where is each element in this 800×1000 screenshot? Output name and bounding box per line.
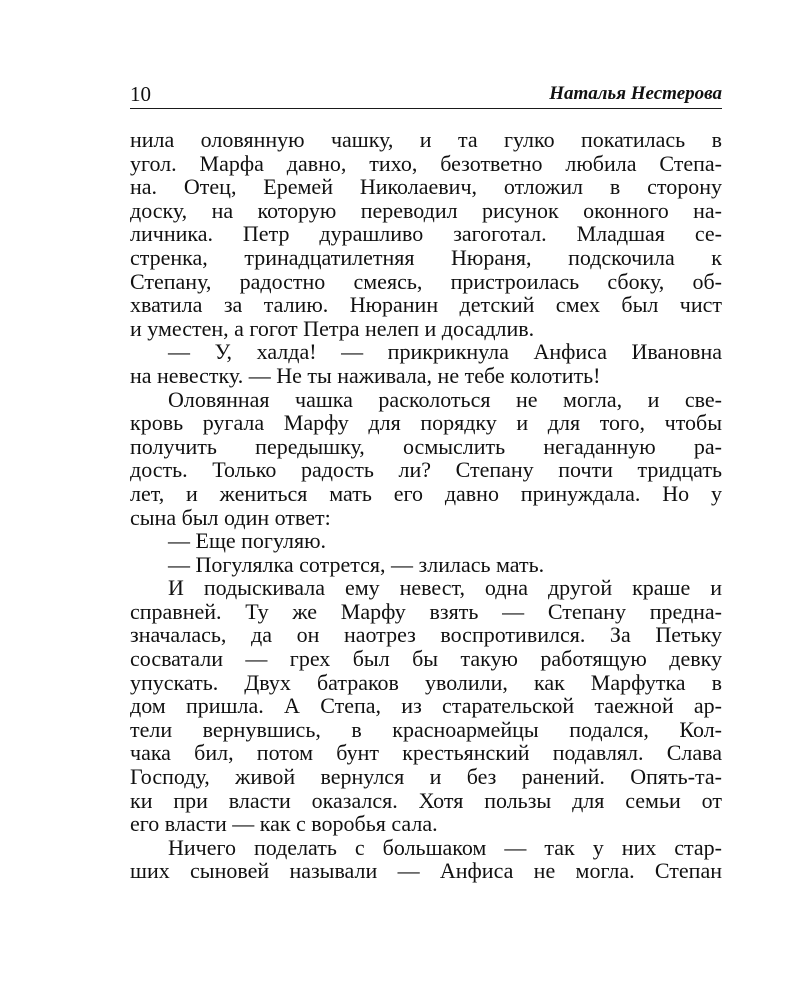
text-line: его власти — как с воробья сала. bbox=[130, 811, 438, 837]
text-line: упускать. Двух батраков уволили, как Марфутка в bbox=[130, 669, 722, 695]
text-line: на. Отец, Еремей Николаевич, отложил в сторону bbox=[130, 174, 722, 200]
running-head bbox=[130, 82, 722, 108]
text-line: доску, на которую переводил рисунок оконного на- bbox=[130, 197, 722, 223]
text-line: стренка, тринадцатилетняя Нюраня, подскочила к bbox=[130, 244, 722, 270]
header-rule bbox=[130, 108, 722, 109]
text-line: и уместен, а гогот Петра нелеп и досадлив. bbox=[130, 315, 535, 341]
text-line: Оловянная чашка расколоться не могла, и све- bbox=[168, 386, 722, 412]
page-number: 10 bbox=[130, 82, 151, 106]
text-line: Ничего поделать с большаком — так у них стар- bbox=[168, 834, 722, 860]
text-line: получить передышку, осмыслить негаданную ра- bbox=[130, 433, 722, 459]
text-line: угол. Марфа давно, тихо, безответно любила Степа- bbox=[130, 150, 722, 176]
text-line: тели вернувшись, в красноармейцы подался, Кол- bbox=[130, 716, 722, 742]
text-line: Степану, радостно смеясь, пристроилась сбоку, об- bbox=[130, 268, 722, 294]
body-text bbox=[130, 128, 722, 883]
text-line: дом пришла. А Степа, из старательской таежной ар- bbox=[130, 693, 722, 719]
text-line: на невестку. — Не ты наживала, не тебе колотить! bbox=[130, 362, 601, 388]
text-line: нила оловянную чашку, и та гулко покатилась в bbox=[130, 127, 722, 152]
text-line: дость. Только радость ли? Степану почти тридцать bbox=[130, 457, 722, 483]
text-line: ших сыновей называли — Анфиса не могла. Степан bbox=[130, 858, 722, 884]
running-title-author: Наталья Нестерова bbox=[549, 83, 722, 104]
text-line: — Погулялка сотрется, — злилась мать. bbox=[168, 551, 545, 577]
text-line: лет, и жениться мать его давно принуждала. Но у bbox=[130, 480, 722, 506]
text-line: сына был один ответ: bbox=[130, 504, 331, 530]
text-line: — Еще погуляю. bbox=[168, 528, 327, 554]
text-line: хватила за талию. Нюранин детский смех был чист bbox=[130, 292, 722, 318]
text-line: — У, халда! — прикрикнула Анфиса Ивановна bbox=[168, 339, 722, 365]
text-line: личника. Петр дурашливо загоготал. Младшая се- bbox=[130, 221, 722, 247]
text-line: чака бил, потом бунт крестьянский подавлял. Слава bbox=[130, 740, 722, 766]
text-line: ки при власти оказался. Хотя пользы для семьи от bbox=[130, 787, 722, 813]
text-line: И подыскивала ему невест, одна другой краше и bbox=[168, 575, 722, 601]
text-line: сосватали — грех был бы такую работящую девку bbox=[130, 646, 722, 672]
text-line: Господу, живой вернулся и без ранений. Опять-та- bbox=[130, 764, 722, 790]
text-line: значалась, да он наотрез воспротивился. За Петьку bbox=[130, 622, 722, 648]
text-line: кровь ругала Марфу для порядку и для того, чтобы bbox=[130, 410, 722, 436]
text-line: справней. Ту же Марфу взять — Степану предна- bbox=[130, 598, 722, 624]
